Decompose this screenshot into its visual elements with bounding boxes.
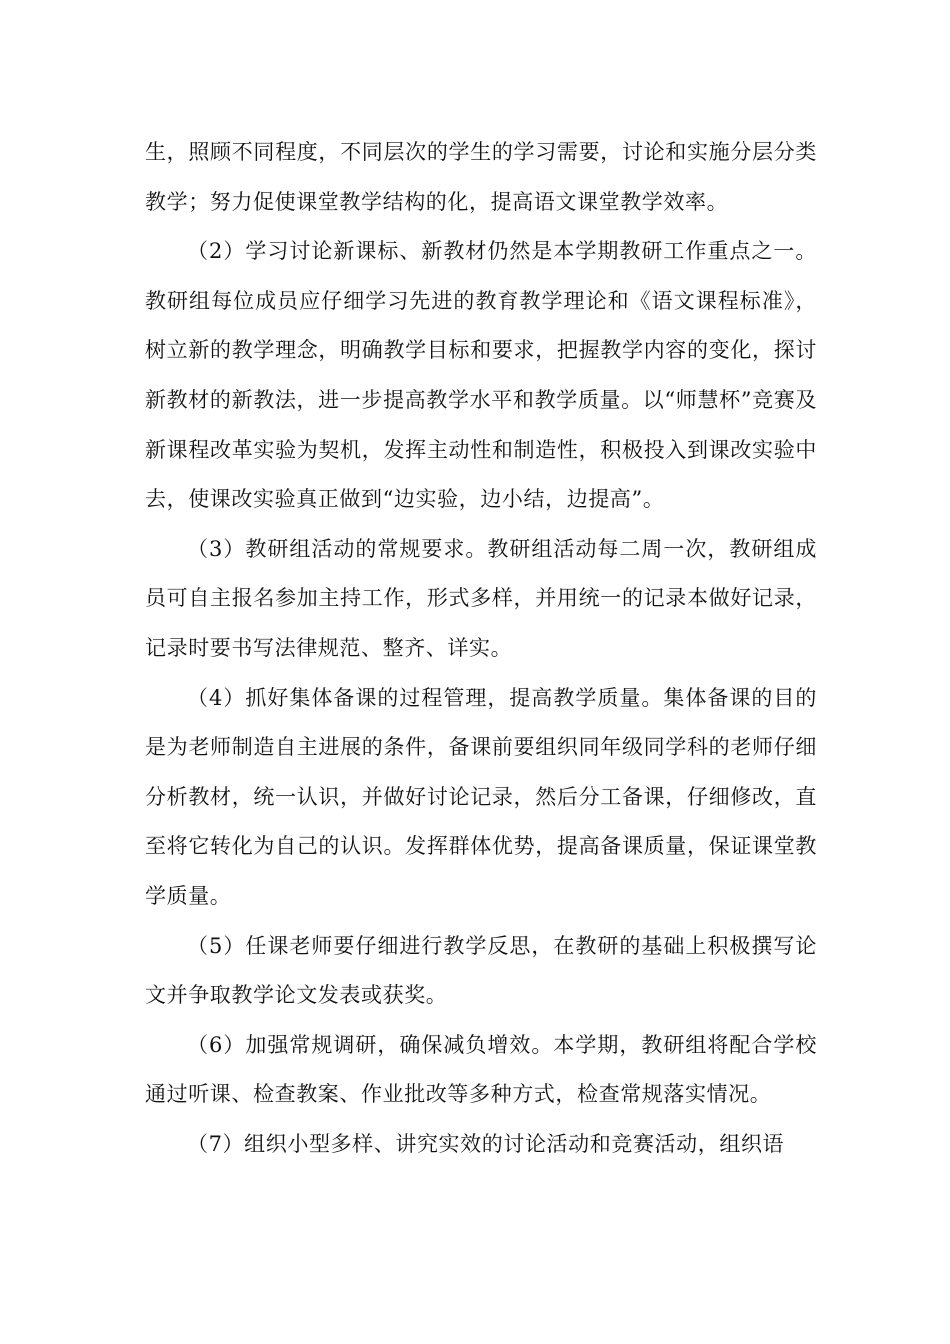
paragraph-item-2: （2）学习讨论新课标、新教材仍然是本学期教研工作重点之一。教研组每位成员应仔细学习先进的教育教学理论和《语文课程标准》，树立新的教学理念，明确教学目标和要求，把握教学内容的变化，探讨新教材的新教法，进一步提高教学水平和教学质量。以“师慧杯”竞赛及新课程改革实验为契机，发挥主动性和制造性，积极投入到课改实验中去，使课改实验真正做到“边实验，边小结，边提高”。: [145, 239, 817, 512]
paragraph-item-5: （5）任课老师要仔细进行教学反思，在教研的基础上积极撰写论文并争取教学论文发表或获奖。: [145, 933, 817, 1008]
paragraph-item-4: （4）抓好集体备课的过程管理，提高教学质量。集体备课的目的是为老师制造自主进展的条件，备课前要组织同年级同学科的老师仔细分析教材，统一认识，并做好讨论记录，然后分工备课，仔细修改，直至将它转化为自己的认识。发挥群体优势，提高备课质量，保证课堂教学质量。: [145, 685, 817, 908]
paragraph-item-3: （3）教研组活动的常规要求。教研组活动每二周一次，教研组成员可自主报名参加主持工作，形式多样，并用统一的记录本做好记录，记录时要书写法律规范、整齐、详实。: [145, 536, 817, 660]
paragraph-continuation: 生，照顾不同程度，不同层次的学生的学习需要，讨论和实施分层分类教学；努力促使课堂教学结构的化，提高语文课堂教学效率。: [145, 140, 817, 214]
paragraph-item-6: （6）加强常规调研，确保减负增效。本学期，教研组将配合学校通过听课、检查教案、作业批改等多种方式，检查常规落实情况。: [145, 1032, 817, 1107]
paragraph-item-7: （7）组织小型多样、讲究实效的讨论活动和竞赛活动，组织语: [187, 1131, 785, 1156]
document-body: [145, 128, 817, 1169]
